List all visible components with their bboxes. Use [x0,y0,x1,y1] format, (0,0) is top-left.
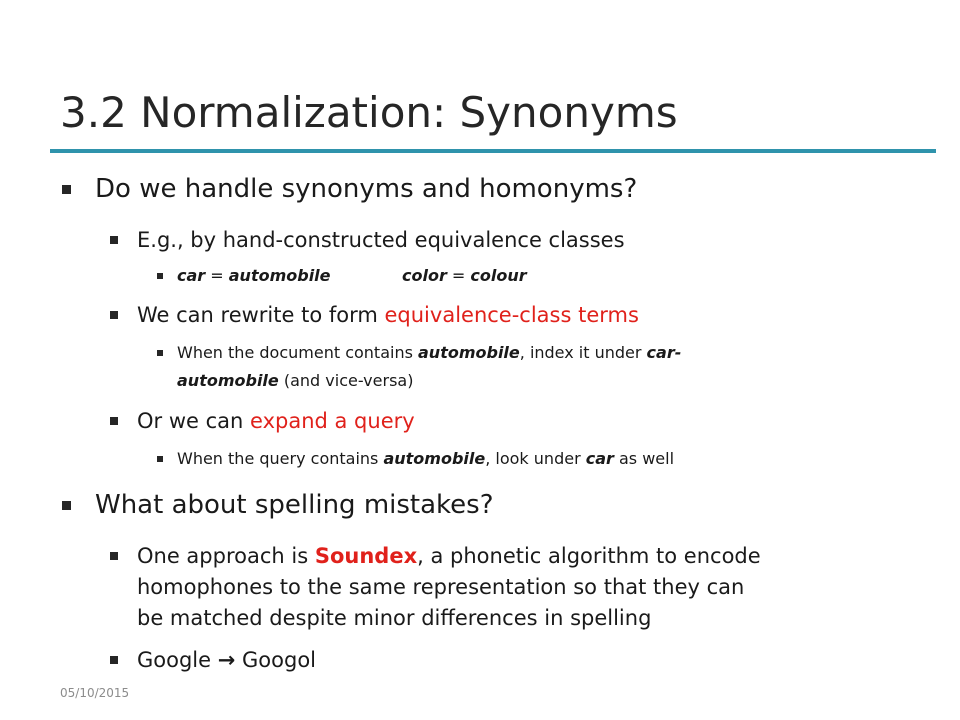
bullet-equivalence-classes: E.g., by hand-constructed equivalence classes [137,228,625,252]
bullet-marker [110,552,118,560]
bullet-marker [157,456,163,462]
equals-sign: = [446,266,471,285]
term-color: color [402,266,447,285]
bullet-text: Googol [235,648,317,672]
bullet-text: , a phonetic algorithm to encode [417,544,761,568]
bullet-google-googol [137,645,316,675]
bullet-text: , look under [485,449,586,468]
bullet-soundex-line-3: be matched despite minor differences in spelling [137,606,652,630]
bullet-marker [62,501,71,510]
bullet-expand-query [137,406,415,436]
bullet-synonyms: Do we handle synonyms and homonyms? [95,174,638,204]
bullet-spelling-mistakes: What about spelling mistakes? [95,490,494,520]
bullet-text: , index it under [519,343,647,362]
footer-date: 05/10/2015 [60,686,130,700]
term-automobile: automobile [383,449,486,468]
bullet-marker [157,350,163,356]
term-automobile: automobile [418,343,520,362]
bullet-text: When the query contains [177,449,384,468]
bullet-marker [62,185,71,194]
bullet-rewrite-terms [137,300,639,330]
term-car: car- [646,343,682,362]
bullet-document-index-continued [177,369,413,393]
bullet-marker [110,311,118,319]
bullet-text: We can rewrite to form [137,303,385,327]
bullet-marker [110,236,118,244]
bullet-soundex-line-2: homophones to the same representation so that they can [137,575,745,599]
bullet-text: One approach is [137,544,315,568]
bullet-text: as well [613,449,675,468]
bullet-soundex [137,541,761,571]
term-car: car [177,266,206,285]
arrow-right-icon: → [217,648,236,672]
bullet-text: (and vice-versa) [278,371,414,390]
highlight-equivalence-class-terms: equivalence-class terms [384,303,639,327]
term-colour: colour [470,266,527,285]
title-underline [50,149,936,153]
term-car: car [585,449,614,468]
highlight-soundex: Soundex [314,544,418,568]
slide-title: 3.2 Normalization: Synonyms [60,88,678,137]
term-automobile: automobile [228,266,331,285]
bullet-document-index [177,341,681,365]
bullet-marker [110,417,118,425]
bullet-text: Google [137,648,218,672]
equals-sign: = [205,266,229,285]
bullet-query-contains [177,447,674,471]
bullet-text: Or we can [137,409,251,433]
term-automobile: automobile [177,371,279,390]
highlight-expand-a-query: expand a query [250,409,415,433]
example-color-colour [402,264,527,288]
bullet-text: When the document contains [177,343,418,362]
example-car-automobile [177,264,331,288]
bullet-marker [157,273,163,279]
bullet-marker [110,656,118,664]
